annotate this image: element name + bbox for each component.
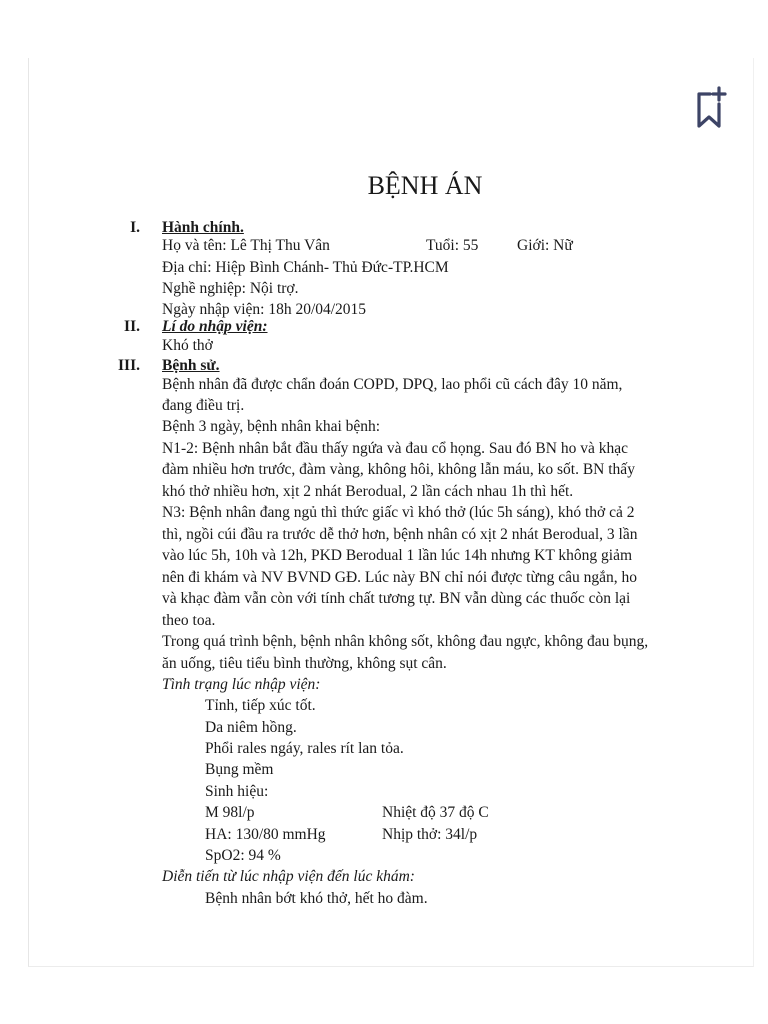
history-line: Bệnh nhân đã được chẩn đoán COPD, DPQ, lao phổi cũ cách đây 10 năm, (162, 376, 623, 393)
status-item: Bụng mềm (205, 761, 274, 778)
section-heading: Bệnh sử. (162, 357, 220, 374)
document-title: BỆNH ÁN (367, 171, 483, 200)
patient-age: Tuổi: 55 (426, 237, 479, 254)
patient-address: Địa chỉ: Hiệp Bình Chánh- Thủ Đức-TP.HCM (162, 259, 449, 276)
admission-status-label: Tình trạng lúc nhập viện: (162, 676, 321, 693)
progress-text: Bệnh nhân bớt khó thở, hết ho đàm. (205, 890, 428, 907)
vital-bp: HA: 130/80 mmHg (205, 826, 326, 843)
admit-date: Ngày nhập viện: 18h 20/04/2015 (162, 301, 367, 318)
history-line: khó thở nhiều hơn, xịt 2 nhát Berodual, 2 lần cách nhau 1h thì hết. (162, 483, 574, 500)
vital-temp: Nhiệt độ 37 độ C (382, 804, 489, 821)
history-line: N3: Bệnh nhân đang ngủ thì thức giấc vì khó thở (lúc 5h sáng), khó thở cả 2 (162, 504, 635, 521)
history-line: vào lúc 5h, 10h và 12h, PKD Berodual 1 lần lúc 14h nhưng KT không giảm (162, 547, 633, 564)
admission-reason: Khó thở (162, 337, 213, 354)
status-item: Da niêm hồng. (205, 719, 297, 736)
patient-job: Nghề nghiệp: Nội trợ. (162, 280, 299, 297)
history-line: ăn uống, tiêu tiểu bình thường, không sụt cân. (162, 655, 447, 672)
vital-spo2: SpO2: 94 % (205, 847, 281, 864)
patient-name: Họ và tên: Lê Thị Thu Vân (162, 237, 330, 254)
history-line: đàm nhiều hơn trước, đàm vàng, không hôi, không lẫn máu, ko sốt. BN thấy (162, 461, 635, 478)
status-item: Tỉnh, tiếp xúc tốt. (205, 697, 316, 714)
history-line: và khạc đàm vẫn còn với tính chất tương tự. BN vẫn dùng các thuốc còn lại (162, 590, 631, 607)
section-numeral: II. (124, 318, 140, 335)
history-line: đang điều trị. (162, 397, 245, 414)
status-item: Phổi rales ngáy, rales rít lan tỏa. (205, 740, 404, 757)
history-line: nên đi khám và NV BVND GĐ. Lúc này BN chỉ nói được từng câu ngắn, ho (162, 569, 637, 586)
section-numeral: III. (118, 357, 140, 374)
bookmark-add-icon[interactable] (690, 86, 730, 130)
status-item: Sinh hiệu: (205, 783, 269, 800)
vital-resp: Nhịp thở: 34l/p (382, 826, 478, 843)
section-numeral: I. (130, 219, 140, 236)
history-line: Bệnh 3 ngày, bệnh nhân khai bệnh: (162, 418, 381, 435)
section-heading: Lí do nhập viện: (162, 318, 268, 335)
history-line: theo toa. (162, 612, 216, 629)
patient-sex: Giới: Nữ (517, 237, 573, 254)
progress-label: Diễn tiến từ lúc nhập viện đến lúc khám: (162, 868, 415, 885)
vital-pulse: M 98l/p (205, 804, 255, 821)
section-heading: Hành chính. (162, 219, 244, 236)
history-line: Trong quá trình bệnh, bệnh nhân không sốt, không đau ngực, không đau bụng, (162, 633, 649, 650)
history-line: N1-2: Bệnh nhân bắt đầu thấy ngứa và đau cổ họng. Sau đó BN ho và khạc (162, 440, 628, 457)
history-line: thì, ngồi cúi đầu ra trước dễ thở hơn, bệnh nhân có xịt 2 nhát Berodual, 3 lần (162, 526, 638, 543)
